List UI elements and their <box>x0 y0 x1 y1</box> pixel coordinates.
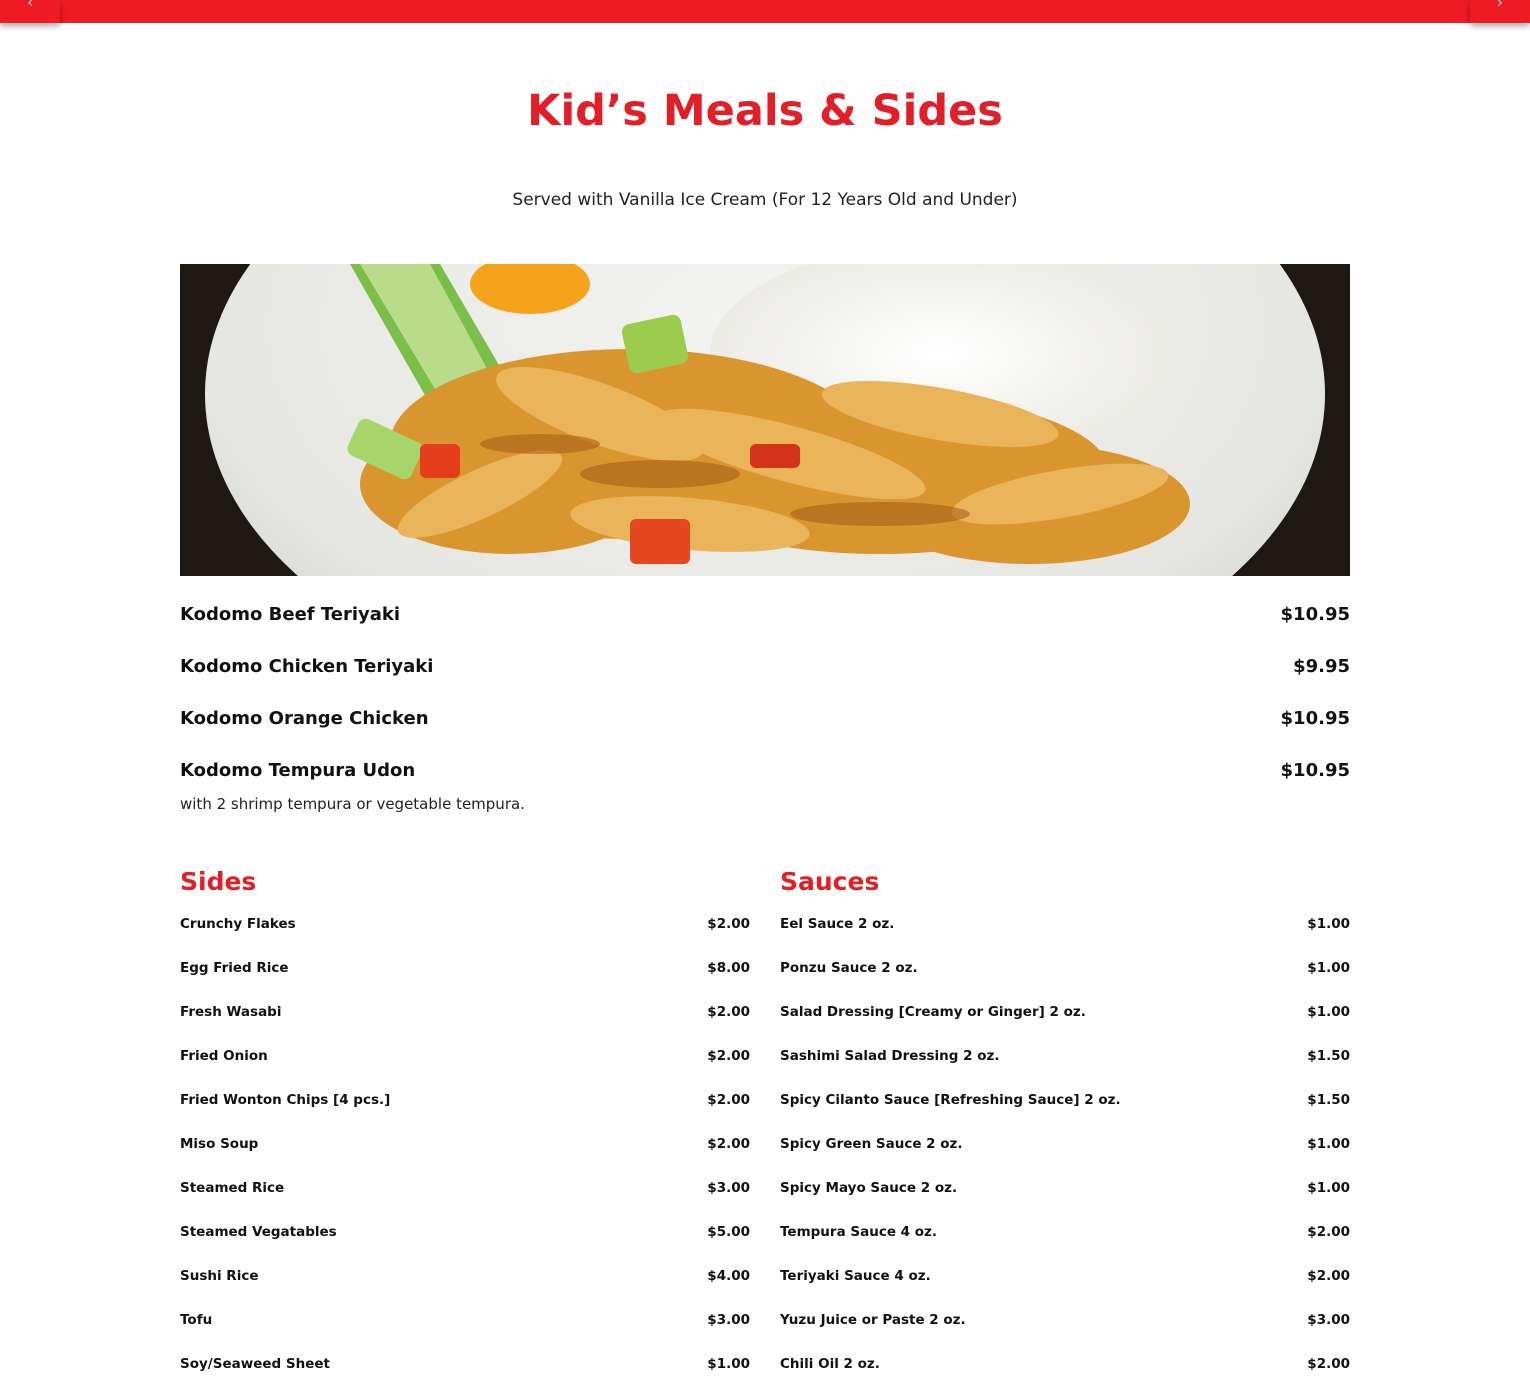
next-button[interactable] <box>1470 0 1530 23</box>
item-price: $2.00 <box>1307 1356 1350 1372</box>
item-name: Soy/Seaweed Sheet <box>180 1356 330 1372</box>
list-item <box>180 1355 750 1399</box>
chevron-right-icon: › <box>1497 0 1503 11</box>
item-name: Tofu <box>180 1312 213 1328</box>
list-item <box>180 915 750 959</box>
list-item <box>180 1091 750 1135</box>
item-name: Egg Fried Rice <box>180 960 289 976</box>
list-item <box>780 1267 1350 1311</box>
meal-name: Kodomo Tempura Udon <box>180 759 416 781</box>
list-item <box>180 1267 750 1311</box>
meal-price: $10.95 <box>1280 759 1350 781</box>
list-item <box>180 1003 750 1047</box>
meal-price: $10.95 <box>1280 603 1350 625</box>
list-item <box>780 1311 1350 1355</box>
item-price: $1.00 <box>707 1356 750 1372</box>
kids-meals-list <box>180 600 1350 808</box>
item-name: Fried Onion <box>180 1048 268 1064</box>
sides-heading: Sides <box>180 867 257 896</box>
item-price: $1.00 <box>1307 1180 1350 1196</box>
sauces-list <box>780 915 1350 1399</box>
item-name: Sashimi Salad Dressing 2 oz. <box>780 1048 1000 1064</box>
list-item <box>780 915 1350 959</box>
sides-list <box>180 915 750 1399</box>
item-name: Spicy Mayo Sauce 2 oz. <box>780 1180 958 1196</box>
sauces-section <box>780 865 1350 1399</box>
item-name: Ponzu Sauce 2 oz. <box>780 960 918 976</box>
item-price: $1.00 <box>1307 916 1350 932</box>
item-price: $1.00 <box>1307 960 1350 976</box>
item-name: Salad Dressing [Creamy or Ginger] 2 oz. <box>780 1004 1086 1020</box>
item-name: Teriyaki Sauce 4 oz. <box>780 1268 931 1284</box>
list-item <box>180 959 750 1003</box>
list-item <box>780 1003 1350 1047</box>
meal-name: Kodomo Chicken Teriyaki <box>180 655 434 677</box>
item-name: Steamed Rice <box>180 1180 285 1196</box>
list-item <box>180 1135 750 1179</box>
item-price: $5.00 <box>707 1224 750 1240</box>
top-bar <box>0 0 1530 23</box>
list-item <box>180 600 1350 628</box>
list-item <box>180 1179 750 1223</box>
meal-description: with 2 shrimp tempura or vegetable tempura. <box>180 795 525 813</box>
item-name: Crunchy Flakes <box>180 916 296 932</box>
list-item <box>780 1179 1350 1223</box>
item-name: Eel Sauce 2 oz. <box>780 916 895 932</box>
item-price: $2.00 <box>707 1048 750 1064</box>
list-item <box>180 704 1350 732</box>
sides-section <box>180 865 750 1399</box>
list-item <box>180 652 1350 680</box>
chevron-left-icon: ‹ <box>27 0 33 11</box>
item-price: $1.50 <box>1307 1048 1350 1064</box>
meal-name: Kodomo Beef Teriyaki <box>180 603 401 625</box>
list-item <box>780 1047 1350 1091</box>
prev-button[interactable] <box>0 0 60 23</box>
item-name: Fresh Wasabi <box>180 1004 282 1020</box>
list-item <box>180 1047 750 1091</box>
item-name: Sushi Rice <box>180 1268 259 1284</box>
item-price: $1.00 <box>1307 1004 1350 1020</box>
item-price: $1.50 <box>1307 1092 1350 1108</box>
item-name: Miso Soup <box>180 1136 259 1152</box>
list-item <box>780 1355 1350 1399</box>
sauces-heading: Sauces <box>780 867 880 896</box>
list-item <box>780 1223 1350 1267</box>
item-price: $2.00 <box>1307 1268 1350 1284</box>
item-price: $1.00 <box>1307 1136 1350 1152</box>
item-price: $3.00 <box>1307 1312 1350 1328</box>
item-price: $4.00 <box>707 1268 750 1284</box>
item-name: Spicy Green Sauce 2 oz. <box>780 1136 963 1152</box>
page-title: Kid’s Meals & Sides <box>527 86 1003 136</box>
item-name: Tempura Sauce 4 oz. <box>780 1224 938 1240</box>
item-name: Fried Wonton Chips [4 pcs.] <box>180 1092 391 1108</box>
item-name: Spicy Cilanto Sauce [Refreshing Sauce] 2 oz. <box>780 1092 1121 1108</box>
meal-price: $10.95 <box>1280 707 1350 729</box>
page-subtitle: Served with Vanilla Ice Cream (For 12 Years Old and Under) <box>512 190 1018 210</box>
list-item <box>780 959 1350 1003</box>
list-item <box>180 1311 750 1355</box>
item-price: $2.00 <box>707 1004 750 1020</box>
item-name: Steamed Vegatables <box>180 1224 337 1240</box>
list-item <box>180 756 1350 784</box>
item-price: $2.00 <box>1307 1224 1350 1240</box>
list-item <box>180 1223 750 1267</box>
list-item <box>780 1091 1350 1135</box>
item-price: $2.00 <box>707 916 750 932</box>
item-price: $8.00 <box>707 960 750 976</box>
item-name: Yuzu Juice or Paste 2 oz. <box>780 1312 966 1328</box>
item-price: $3.00 <box>707 1180 750 1196</box>
list-item <box>780 1135 1350 1179</box>
item-name: Chili Oil 2 oz. <box>780 1356 880 1372</box>
meal-name: Kodomo Orange Chicken <box>180 707 429 729</box>
hero-image <box>180 264 1350 576</box>
meal-price: $9.95 <box>1293 655 1350 677</box>
item-price: $3.00 <box>707 1312 750 1328</box>
item-price: $2.00 <box>707 1136 750 1152</box>
item-price: $2.00 <box>707 1092 750 1108</box>
